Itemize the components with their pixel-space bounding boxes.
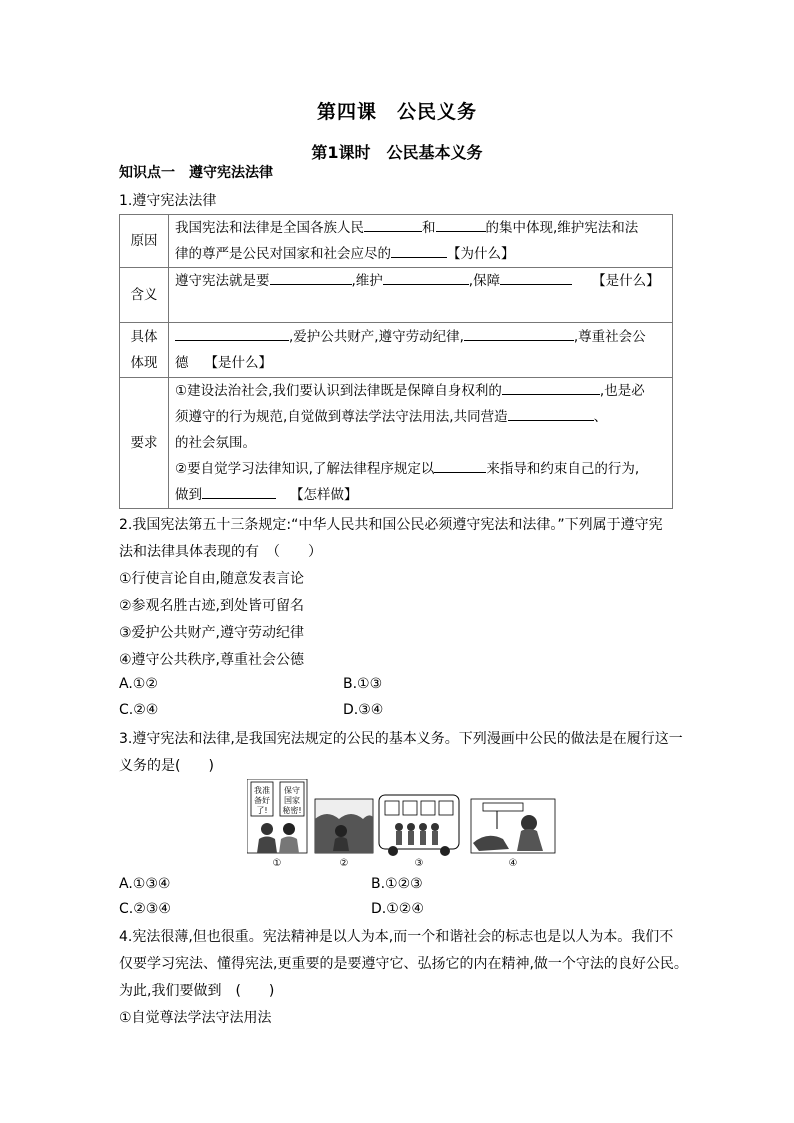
bubble-text: 了! <box>256 806 268 815</box>
q3-option-d[interactable]: D.①②④ <box>371 901 424 917</box>
comic-panel-1 <box>247 779 307 853</box>
row-label-reason: 原因 <box>120 215 169 268</box>
comic-panel-2 <box>315 799 373 853</box>
fill-blank[interactable] <box>502 380 600 395</box>
q2-statement-3: ③爱护公共财产,遵守劳动纪律 <box>119 625 305 641</box>
table-row-concrete <box>120 323 673 378</box>
comic-strip-illustration <box>247 779 557 869</box>
fill-blank[interactable] <box>436 217 486 232</box>
q4-stem-line1: 4.宪法很薄,但也很重。宪法精神是以人为本,而一个和谐社会的标志也是以人为本。我们不 <box>119 929 674 945</box>
comic-panel-4 <box>471 799 555 853</box>
q3-option-c[interactable]: C.②③④ <box>119 901 171 917</box>
fill-blank[interactable] <box>391 243 447 258</box>
comic-strip <box>247 779 557 869</box>
table-row-reason <box>120 215 673 268</box>
bubble-text: 国家 <box>284 796 300 805</box>
lesson-title: 第四课 公民义务 <box>316 101 477 123</box>
fill-blank[interactable] <box>202 484 276 499</box>
bubble-text: 备好 <box>254 796 270 805</box>
bubble-text: 保守 <box>284 786 300 795</box>
table-row-require <box>120 378 673 509</box>
q2-statement-2: ②参观名胜古迹,到处皆可留名 <box>119 598 305 614</box>
q2-stem-line2: 法和法律具体表现的有 （ ） <box>119 544 322 560</box>
q2-option-b[interactable]: B.①③ <box>343 676 383 692</box>
bubble-text: 秘密! <box>282 806 302 815</box>
fill-blank[interactable] <box>364 217 422 232</box>
q2-option-a[interactable]: A.①② <box>119 676 158 692</box>
row-label-require: 要求 <box>120 378 169 509</box>
q3-stem-line1: 3.遵守宪法和法律,是我国宪法规定的公民的基本义务。下列漫画中公民的做法是在履行这一 <box>119 731 683 747</box>
fill-blank[interactable] <box>464 326 574 341</box>
panel-label: ① <box>272 858 282 869</box>
q2-statement-4: ④遵守公共秩序,尊重社会公德 <box>119 652 305 668</box>
comic-panel-3 <box>379 795 459 856</box>
row-content-require: ①建设法治社会,我们要认识到法律既是保障自身权利的 ,也是必 须遵守的行为规范,自觉做到尊法学法守法用法,共同营造 、 的社会氛围。 ②要自觉学习法律知识,了解法律程序规定以 来指导和约束自己的行为, 做到 【怎样做】 <box>169 378 673 509</box>
fill-blank[interactable] <box>270 270 352 285</box>
period-title: 第1课时 公民基本义务 <box>311 143 483 162</box>
q2-option-c[interactable]: C.②④ <box>119 702 159 718</box>
fill-blank[interactable] <box>500 270 572 285</box>
q3-stem-line2: 义务的是( ) <box>119 758 214 774</box>
fill-blank[interactable] <box>383 270 469 285</box>
row-label-concrete: 具体 体现 <box>120 323 169 378</box>
knowledge-table <box>119 214 673 509</box>
table-row-meaning <box>120 268 673 323</box>
q3-option-b[interactable]: B.①②③ <box>371 876 423 892</box>
fill-blank[interactable] <box>434 458 486 473</box>
q4-stem-line3: 为此,我们要做到 ( ) <box>119 983 275 999</box>
panel-label: ③ <box>414 858 424 869</box>
q2-option-d[interactable]: D.③④ <box>343 702 384 718</box>
fill-blank[interactable] <box>508 406 594 421</box>
row-label-meaning: 含义 <box>120 268 169 323</box>
fill-blank[interactable] <box>175 326 289 341</box>
item-heading: 1.遵守宪法法律 <box>119 193 217 209</box>
q4-statement-1: ①自觉尊法学法守法用法 <box>119 1010 272 1026</box>
panel-label: ④ <box>508 858 518 869</box>
q3-option-a[interactable]: A.①③④ <box>119 876 171 892</box>
section-heading: 知识点一 遵守宪法法律 <box>119 165 273 181</box>
row-content-concrete: ,爱护公共财产,遵守劳动纪律, ,尊重社会公 德 【是什么】 <box>169 323 673 378</box>
q4-stem-line2: 仅要学习宪法、懂得宪法,更重要的是要遵守它、弘扬它的内在精神,做一个守法的良好公民。 <box>119 956 688 972</box>
bubble-text: 我准 <box>254 786 270 795</box>
panel-label: ② <box>339 858 349 869</box>
q2-statement-1: ①行使言论自由,随意发表言论 <box>119 571 305 587</box>
row-content-reason: 我国宪法和法律是全国各族人民 和 的集中体现,维护宪法和法 律的尊严是公民对国家和社会应尽的 【为什么】 <box>169 215 673 268</box>
q2-stem-line1: 2.我国宪法第五十三条规定:“中华人民共和国公民必须遵守宪法和法律。”下列属于遵守宪 <box>119 517 663 533</box>
row-content-meaning: 遵守宪法就是要 ,维护 ,保障 【是什么】 <box>169 268 673 323</box>
